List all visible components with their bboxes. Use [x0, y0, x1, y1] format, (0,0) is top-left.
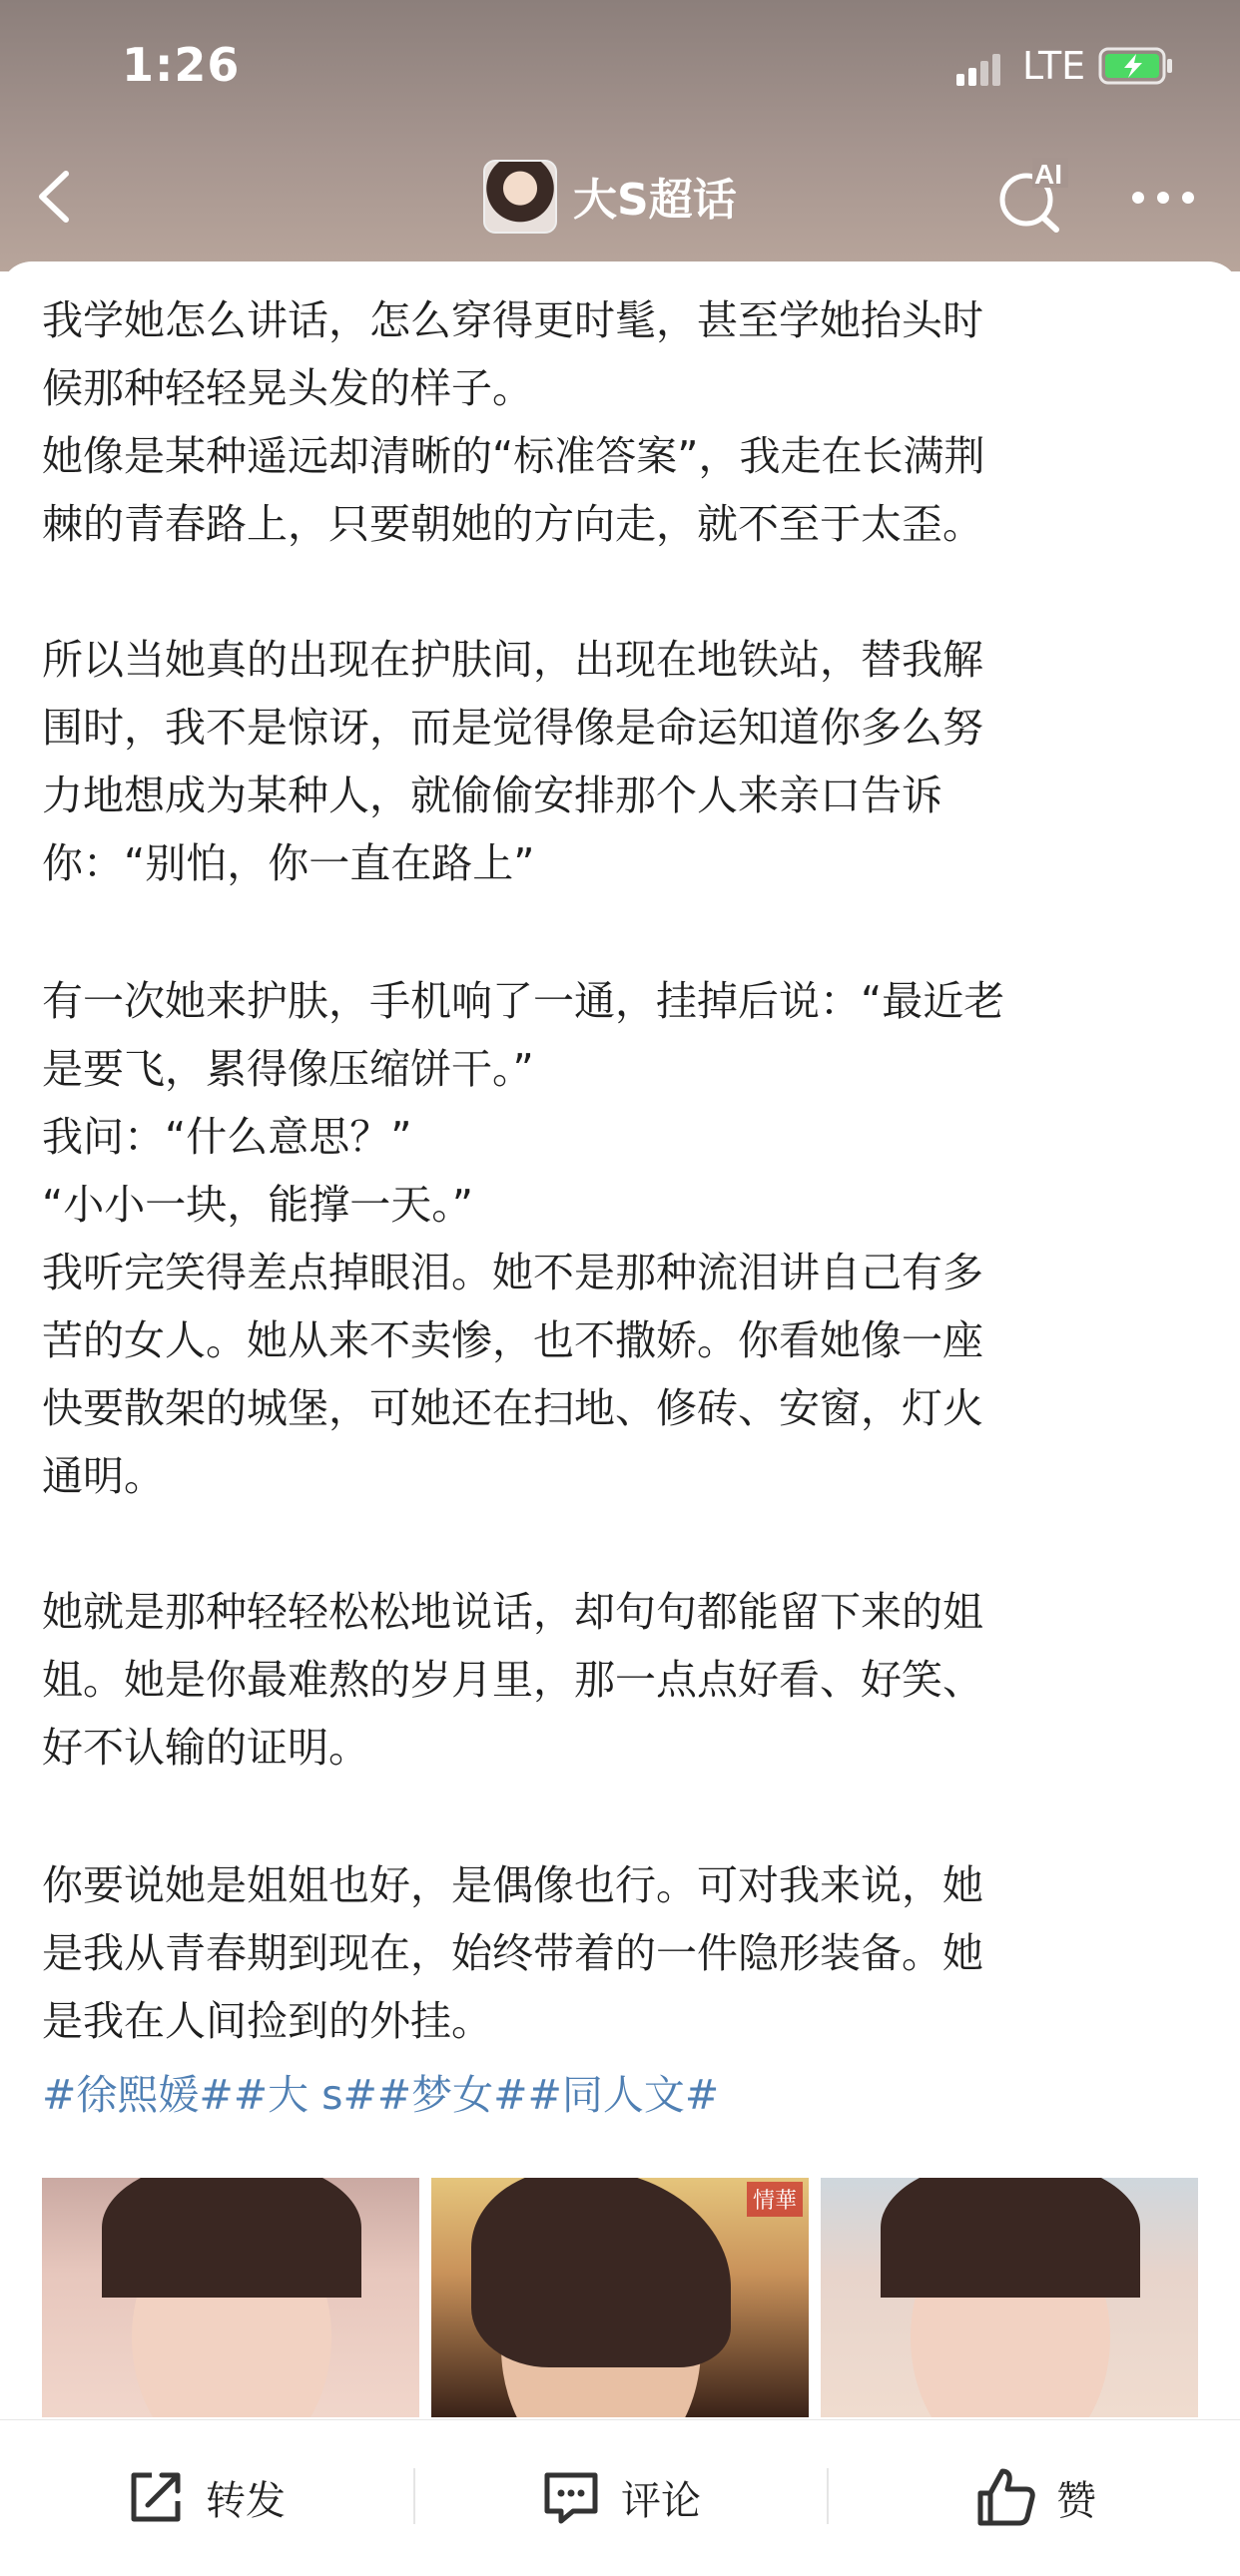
body-text-line: 她像是某种遥远却清晰的“标准答案”，我走在长满荆: [42, 432, 985, 480]
status-time: 1:26: [122, 38, 241, 92]
body-text-line: 有一次她来护肤，手机响了一通，挂掉后说：“最近老: [42, 977, 1005, 1025]
divider: [413, 2468, 415, 2524]
body-text-line: 力地想成为某种人，就偷偷安排那个人来亲口告诉: [42, 772, 942, 819]
comment-icon: [539, 2465, 603, 2529]
action-bar: [0, 2419, 1240, 2576]
like-label: 赞: [1056, 2477, 1096, 2524]
image-hair: [881, 2178, 1140, 2298]
repost-label: 转发: [206, 2477, 286, 2524]
body-text-line: 通明。: [42, 1452, 165, 1500]
topic-avatar[interactable]: [483, 160, 557, 234]
body-text-line: 我学她怎么讲话，怎么穿得更时髦，甚至学她抬头时: [42, 296, 983, 344]
like-button[interactable]: [974, 2462, 1096, 2532]
image-hair: [102, 2178, 361, 2298]
post-image-2[interactable]: [431, 2178, 809, 2417]
post-image-1[interactable]: [42, 2178, 419, 2417]
repost-button[interactable]: [124, 2462, 286, 2532]
body-text-line: 围时，我不是惊讶，而是觉得像是命运知道你多么努: [42, 704, 983, 752]
divider: [827, 2468, 829, 2524]
body-text-line: 好不认输的证明。: [42, 1724, 369, 1772]
body-text-line: 候那种轻轻晃头发的样子。: [42, 364, 533, 412]
body-text-line: 她就是那种轻轻松松地说话，却句句都能留下来的姐: [42, 1588, 983, 1636]
ai-label: AI: [1034, 159, 1062, 190]
image-badge: 情華: [747, 2182, 803, 2217]
hashtag-links[interactable]: #徐熙媛##大 s##梦女##同人文#: [42, 2071, 720, 2119]
body-text-line: “小小一块，能撑一天。”: [42, 1181, 473, 1229]
body-text-line: 你：“别怕，你一直在路上”: [42, 839, 535, 887]
navigation-bar: [0, 150, 1240, 250]
body-text-line: 我听完笑得差点掉眼泪。她不是那种流泪讲自己有多: [42, 1249, 983, 1296]
post-image-3[interactable]: [821, 2178, 1198, 2417]
body-text-line: 你要说她是姐姐也好，是偶像也行。可对我来说，她: [42, 1861, 983, 1909]
body-text-line: 我问：“什么意思？”: [42, 1113, 412, 1161]
page-title[interactable]: 大S超话: [573, 175, 737, 226]
header-background: [0, 0, 1240, 271]
battery-charging-icon: [1098, 46, 1174, 86]
comment-button[interactable]: [539, 2462, 701, 2532]
image-hair: [471, 2178, 731, 2367]
body-text-line: 快要散架的城堡，可她还在扫地、修砖、安窗，灯火: [42, 1384, 983, 1432]
network-label: LTE: [1022, 44, 1086, 88]
thumbs-up-icon: [974, 2465, 1038, 2529]
more-options-icon[interactable]: [1128, 186, 1198, 210]
body-text-line: 是我在人间捡到的外挂。: [42, 1997, 492, 2045]
comment-label: 评论: [621, 2477, 701, 2524]
body-text-line: 是要飞，累得像压缩饼干。”: [42, 1045, 534, 1093]
status-bar: [0, 0, 1240, 140]
body-text-line: 是我从青春期到现在，始终带着的一件隐形装备。她: [42, 1929, 983, 1977]
body-text-line: 棘的青春路上，只要朝她的方向走，就不至于太歪。: [42, 500, 983, 548]
body-text-line: 所以当她真的出现在护肤间，出现在地铁站，替我解: [42, 636, 983, 684]
share-icon: [124, 2465, 188, 2529]
signal-icon: [956, 52, 1008, 86]
back-chevron-icon[interactable]: [30, 162, 76, 232]
body-text-line: 苦的女人。她从来不卖惨，也不撒娇。你看她像一座: [42, 1316, 983, 1364]
ai-search-icon[interactable]: [996, 158, 1068, 234]
body-text-line: 姐。她是你最难熬的岁月里，那一点点好看、好笑、: [42, 1656, 983, 1704]
